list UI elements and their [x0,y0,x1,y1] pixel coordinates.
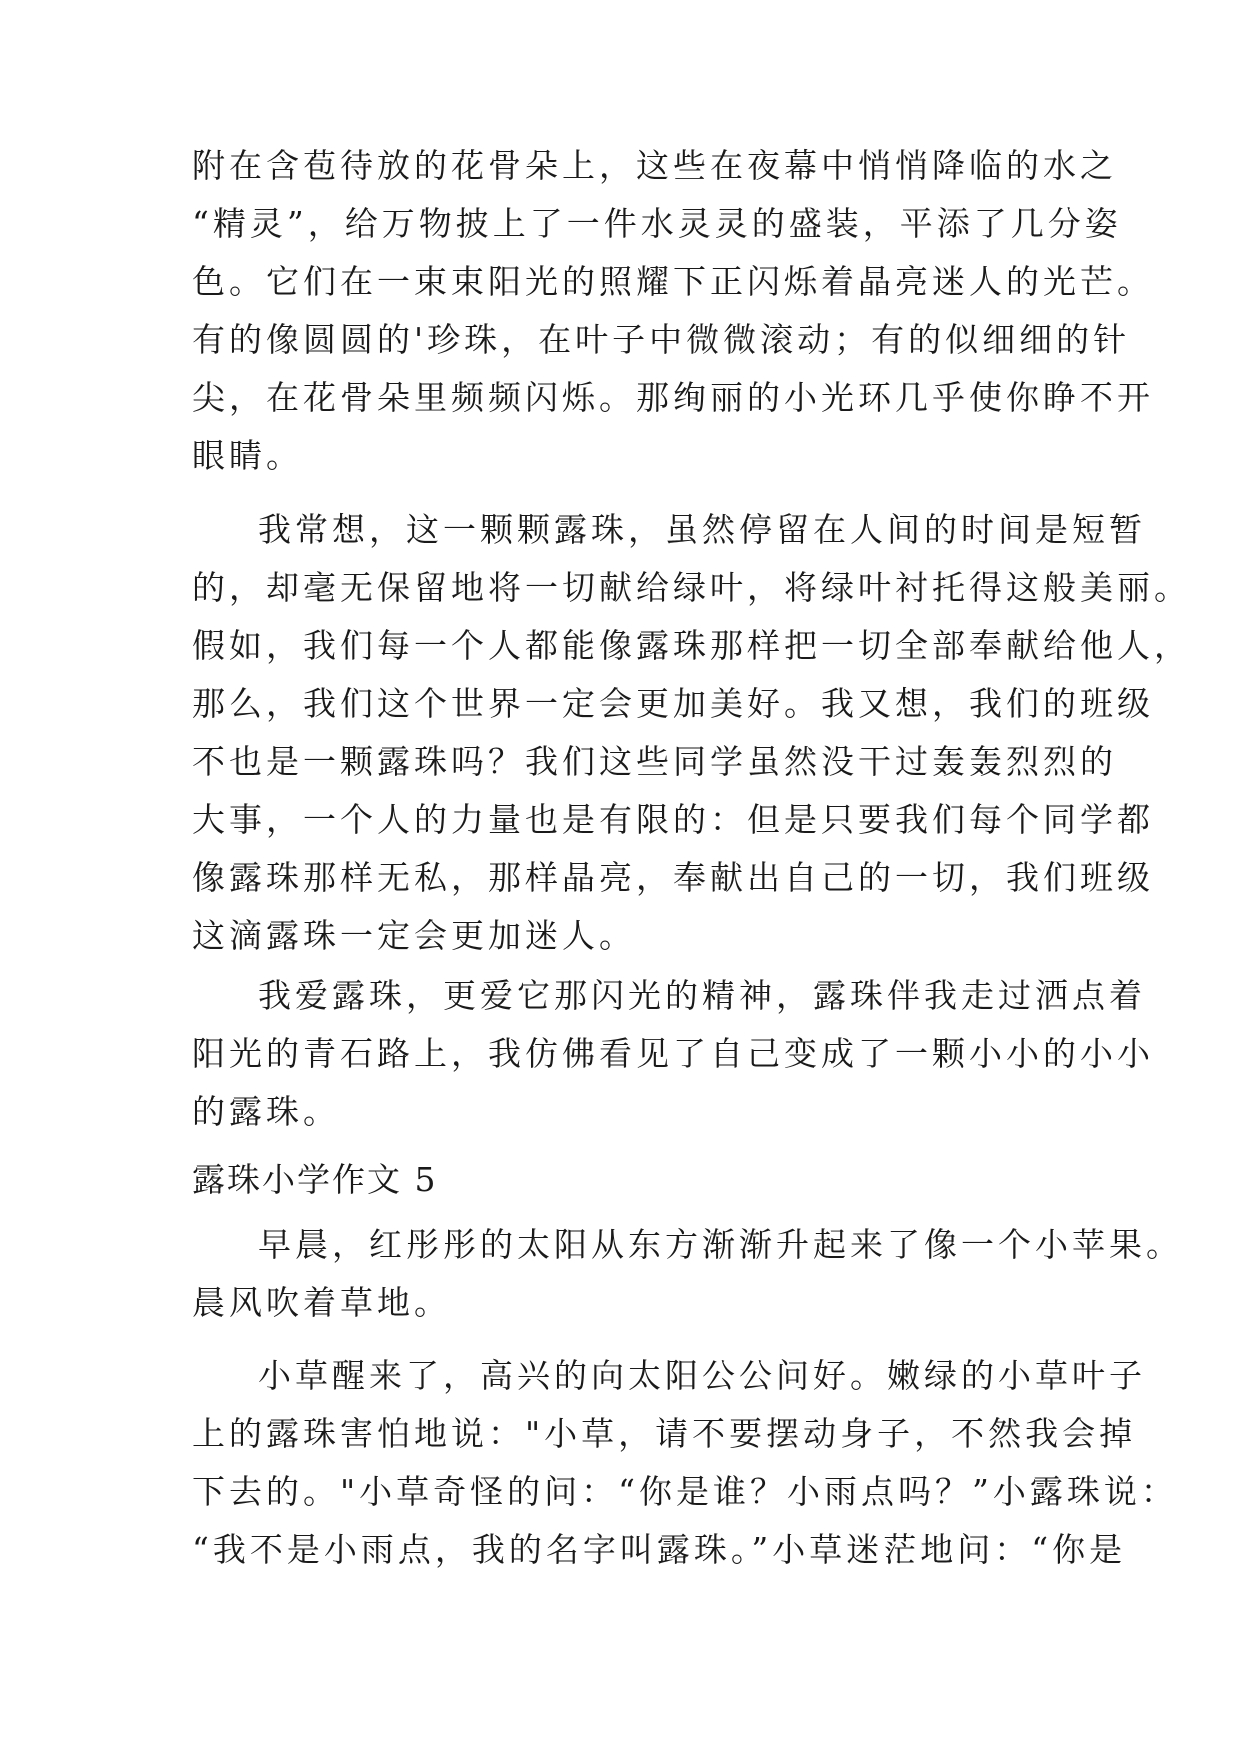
text-line: “我不是小雨点，我的名字叫露珠。”小草迷茫地问：“你是 [192,1530,1127,1569]
paragraph-first-line: 早晨，红彤彤的太阳从东方渐渐升起来了像一个小苹果。 [258,1225,1183,1264]
text-line: 附在含苞待放的花骨朵上，这些在夜幕中悄悄降临的水之 [192,146,1117,185]
text-line: 下去的。"小草奇怪的问：“你是谁？小雨点吗？”小露珠说： [192,1472,1178,1511]
paragraph-first-line: 小草醒来了，高兴的向太阳公公问好。嫩绿的小草叶子 [258,1356,1146,1395]
text-line: 不也是一颗露珠吗？我们这些同学虽然没干过轰轰烈烈的 [192,742,1117,781]
text-line: 假如，我们每一个人都能像露珠那样把一切全部奉献给他人， [192,626,1191,665]
text-line: 的，却毫无保留地将一切献给绿叶，将绿叶衬托得这般美丽。 [192,568,1191,607]
text-line: 像露珠那样无私，那样晶亮，奉献出自己的一切，我们班级 [192,858,1154,897]
text-line: 眼睛。 [192,436,303,475]
text-line: 色。它们在一束束阳光的照耀下正闪烁着晶亮迷人的光芒。 [192,262,1154,301]
text-line: 尖，在花骨朵里频频闪烁。那绚丽的小光环几乎使你睁不开 [192,378,1154,417]
text-line: 阳光的青石路上，我仿佛看见了自己变成了一颗小小的小小 [192,1034,1154,1073]
section-heading: 露珠小学作文 5 [192,1160,438,1199]
text-line: 的露珠。 [192,1092,340,1131]
text-line: 这滴露珠一定会更加迷人。 [192,916,636,955]
text-line: 上的露珠害怕地说："小草，请不要摆动身子，不然我会掉 [192,1414,1137,1453]
paragraph-first-line: 我常想，这一颗颗露珠，虽然停留在人间的时间是短暂 [258,510,1146,549]
text-line: 晨风吹着草地。 [192,1283,451,1322]
paragraph-first-line: 我爱露珠，更爱它那闪光的精神，露珠伴我走过洒点着 [258,976,1146,1015]
text-line: “精灵”，给万物披上了一件水灵灵的盛装，平添了几分姿 [192,204,1122,243]
text-line: 有的像圆圆的'珍珠，在叶子中微微滚动；有的似细细的针 [192,320,1131,359]
text-line: 大事，一个人的力量也是有限的：但是只要我们每个同学都 [192,800,1154,839]
text-line: 那么，我们这个世界一定会更加美好。我又想，我们的班级 [192,684,1154,723]
